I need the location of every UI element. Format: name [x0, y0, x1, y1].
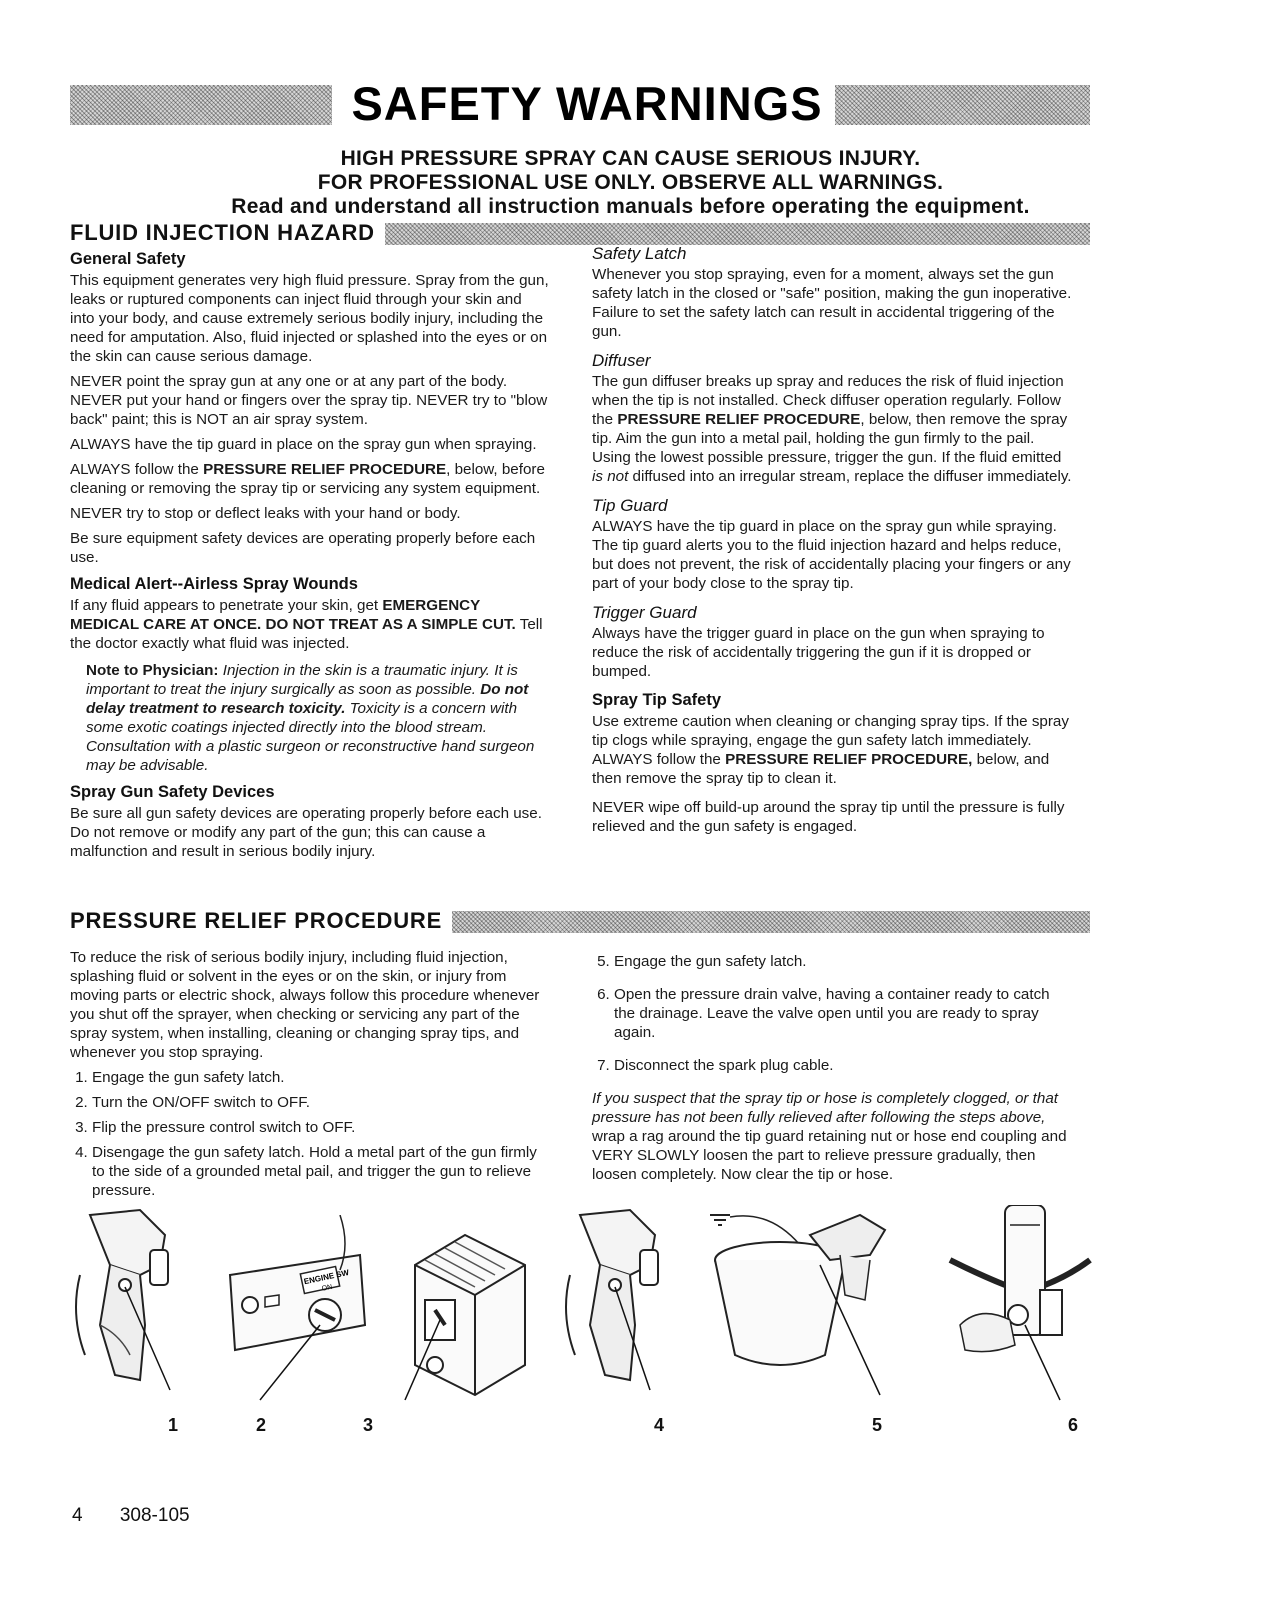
relief-step-5: 5. Engage the gun safety latch. — [614, 952, 1072, 971]
fluid-injection-title: FLUID INJECTION HAZARD — [70, 218, 385, 248]
clogged-tip-instructions — [592, 1089, 1072, 1184]
relief-step-3: 3. Flip the pressure control switch to OFF. — [92, 1118, 550, 1137]
title-banner — [70, 77, 1090, 130]
spray-gun-illustration — [70, 1205, 200, 1415]
trigger-guard-text: Always have the trigger guard in place on the gun when spraying to reduce the risk of accidentally triggering the gun if it is dropped or bumped. — [592, 625, 1045, 680]
medical-text-start: If any fluid appears to penetrate your skin, get — [70, 597, 383, 614]
relief-step-6: 6. Open the pressure drain valve, having a container ready to catch the drainage. Leave the valve open until you are ready to spray again. — [614, 985, 1072, 1042]
clogged-italic: If you suspect that the spray tip or hose is completely clogged, or that pressure has not been fully relieved after following the steps above, — [592, 1090, 1058, 1126]
pressure-relief-title: PRESSURE RELIEF PROCEDURE — [70, 906, 452, 936]
pressure-relief-heading — [70, 906, 1090, 936]
figure-number-1: 1 — [168, 1415, 179, 1435]
gun-safety-devices-title: Spray Gun Safety Devices — [70, 783, 275, 801]
figure-2-onoff-switch — [220, 1215, 370, 1405]
diffuser-text-c: , below, then remove the spray tip. Aim the gun into a metal pail, holding the gun firmly to the pail. Using the lowest possible pressure, trigger the gun. If the fluid emitted — [592, 411, 1068, 466]
diffuser-text-e: diffused into an irregular stream, replace the diffuser immediately. — [628, 468, 1072, 485]
diffuser-text — [592, 372, 1072, 486]
switch-panel-illustration — [220, 1215, 370, 1405]
heading-hatch — [380, 223, 1090, 245]
page-footer — [72, 1505, 222, 1527]
banner-hatch-right — [835, 85, 1090, 125]
safety-latch-text: Whenever you stop spraying, even for a moment, always set the gun safety latch in the closed or "safe" position, making the gun inoperative. Failure to set the safety latch can result in accidental triggering of the gun. — [592, 266, 1072, 340]
banner-hatch-left — [70, 85, 332, 125]
diffuser-text-a: The gun diffuser breaks up spray and reduces the risk of fluid injection when the tip is not installed. Check diffuser operation regularly. Follow the — [592, 373, 1064, 428]
page-number: 4 — [72, 1505, 83, 1526]
tip-guard-text: ALWAYS have the tip guard in place on the spray gun when spraying. — [70, 436, 537, 453]
never-stop-leaks-text: NEVER try to stop or deflect leaks with your hand or body. — [70, 505, 461, 522]
medical-text-end: Tell the doctor exactly what fluid was injected. — [70, 616, 543, 652]
relief-intro: To reduce the risk of serious bodily injury, including fluid injection, splashing fluid or solvent in the eyes or on the skin, or injury from moving parts or electric shock, always follow this procedure whenever you shut off the sprayer, when checking or servicing any part of the spray system, when installing, cleaning or changing spray tips, and whenever you stop spraying. — [70, 949, 540, 1061]
medical-alert-text — [70, 596, 550, 653]
headline-read-manuals: Read and understand all instruction manuals before operating the equipment. — [231, 195, 1030, 218]
reminder-procedure: PRESSURE RELIEF PROCEDURE — [203, 461, 447, 478]
medical-alert-title: Medical Alert--Airless Spray Wounds — [70, 575, 358, 593]
grounded-pail-illustration — [670, 1205, 900, 1425]
reminder-start: ALWAYS follow the — [70, 461, 204, 478]
physician-note-label: Note to Physician: — [86, 662, 219, 679]
page-title: SAFETY WARNINGS — [351, 77, 823, 130]
figure-5-pail — [670, 1205, 900, 1425]
pressure-control-illustration — [395, 1225, 535, 1405]
tip-guard-paragraph: ALWAYS have the tip guard in place on the spray gun while spraying. The tip guard alerts you to the fluid injection hazard and helps reduce, but does not prevent, the risk of accidentally placing your fingers or any part of your body close to the spray tip. — [592, 518, 1071, 592]
diffuser-title: Diffuser — [592, 351, 651, 370]
figure-number-4: 4 — [654, 1415, 665, 1435]
medical-emergency: EMERGENCY MEDICAL CARE AT ONCE. DO NOT TREAT AS A SIMPLE CUT. — [70, 597, 516, 633]
figure-number-3: 3 — [363, 1415, 374, 1435]
procedure-figures — [60, 1205, 1100, 1455]
gun-safety-devices-text: Be sure all gun safety devices are operating properly before each use. Do not remove or modify any part of the gun; this can cause a malfunction and result in serious bodily injury. — [70, 805, 542, 860]
diffuser-is-not: is not — [592, 468, 629, 485]
relief-step-2: 2. Turn the ON/OFF switch to OFF. — [92, 1093, 550, 1112]
physician-note — [70, 661, 550, 775]
relief-right-column — [592, 952, 1072, 1190]
spray-tip-safety-title: Spray Tip Safety — [592, 691, 721, 709]
general-safety-text: This equipment generates very high fluid pressure. Spray from the gun, leaks or ruptured components can inject fluid through your skin and into your body, and cause extremely serious bodily injury, including the need for amputation. Also, fluid injected or splashed into the eyes or on the skin can cause serious damage. — [70, 272, 549, 365]
tip-guard-title: Tip Guard — [592, 496, 668, 515]
headline-injury: HIGH PRESSURE SPRAY CAN CAUSE SERIOUS INJURY. — [340, 147, 921, 170]
reminder-end: , below, before cleaning or removing the spray tip or servicing any system equipment. — [70, 461, 545, 497]
relief-left-column — [70, 948, 550, 1206]
switch-sub-label: ON — [321, 1283, 333, 1293]
tip-safety-text-a: Use extreme caution when cleaning or changing spray tips. If the spray tip clogs while spraying, engage the gun safety latch immediately. ALWAYS follow the — [592, 713, 1069, 768]
tip-safety-text-c: below, and then remove the spray tip to clean it. — [592, 751, 1050, 787]
switch-label: ENGINE SW — [303, 1267, 350, 1287]
relief-heading-hatch — [442, 911, 1090, 933]
headline-professional: FOR PROFESSIONAL USE ONLY. OBSERVE ALL WARNINGS. — [317, 171, 944, 194]
physician-note-text: Injection in the skin is a traumatic injury. It is important to treat the injury surgically as soon as possible. — [86, 662, 518, 698]
pressure-relief-reminder — [70, 460, 550, 498]
relief-step-1: 1. Engage the gun safety latch. — [92, 1068, 550, 1087]
general-safety-title: General Safety — [70, 250, 186, 268]
document-number: 308-105 — [119, 1505, 190, 1526]
never-point-text: NEVER point the spray gun at any one or at any part of the body. NEVER put your hand or fingers over the spray tip. NEVER try to "blow back" paint; this is NOT an air spray system. — [70, 373, 548, 428]
safety-latch-title: Safety Latch — [592, 244, 687, 263]
fluid-left-column — [70, 244, 550, 867]
figure-number-5: 5 — [872, 1415, 883, 1435]
relief-step-7: 7. Disconnect the spark plug cable. — [614, 1056, 1072, 1075]
figure-1-gun-latch — [70, 1205, 200, 1415]
never-wipe-text: NEVER wipe off build-up around the spray tip until the pressure is fully relieved and the gun safety is engaged. — [592, 799, 1065, 835]
fluid-right-column — [592, 244, 1072, 842]
safety-devices-text: Be sure equipment safety devices are operating properly before each use. — [70, 530, 536, 566]
trigger-guard-title: Trigger Guard — [592, 603, 697, 622]
tip-safety-procedure: PRESSURE RELIEF PROCEDURE, — [725, 751, 973, 768]
drain-valve-illustration — [940, 1205, 1100, 1425]
figure-3-pressure-control — [395, 1225, 535, 1405]
clogged-rest: wrap a rag around the tip guard retaining nut or hose end coupling and VERY SLOWLY loosen the part to relieve pressure gradually, then loosen completely. Now clear the tip or hose. — [592, 1128, 1067, 1183]
physician-note-bold: Do not delay treatment to research toxicity. — [86, 681, 529, 717]
figure-number-6: 6 — [1068, 1415, 1079, 1435]
physician-note-text-end: Toxicity is a concern with some exotic coatings injected directly into the blood stream. Consultation with a plastic surgeon or reconstructive hand surgeon may be advisable. — [86, 700, 535, 774]
relief-step-4: 4. Disengage the gun safety latch. Hold a metal part of the gun firmly to the side of a grounded metal pail, and trigger the gun to relieve pressure. — [92, 1143, 550, 1200]
figure-6-drain-valve — [940, 1205, 1100, 1425]
spray-tip-safety-text — [592, 712, 1072, 788]
figure-number-2: 2 — [256, 1415, 267, 1435]
diffuser-procedure: PRESSURE RELIEF PROCEDURE — [617, 411, 861, 428]
